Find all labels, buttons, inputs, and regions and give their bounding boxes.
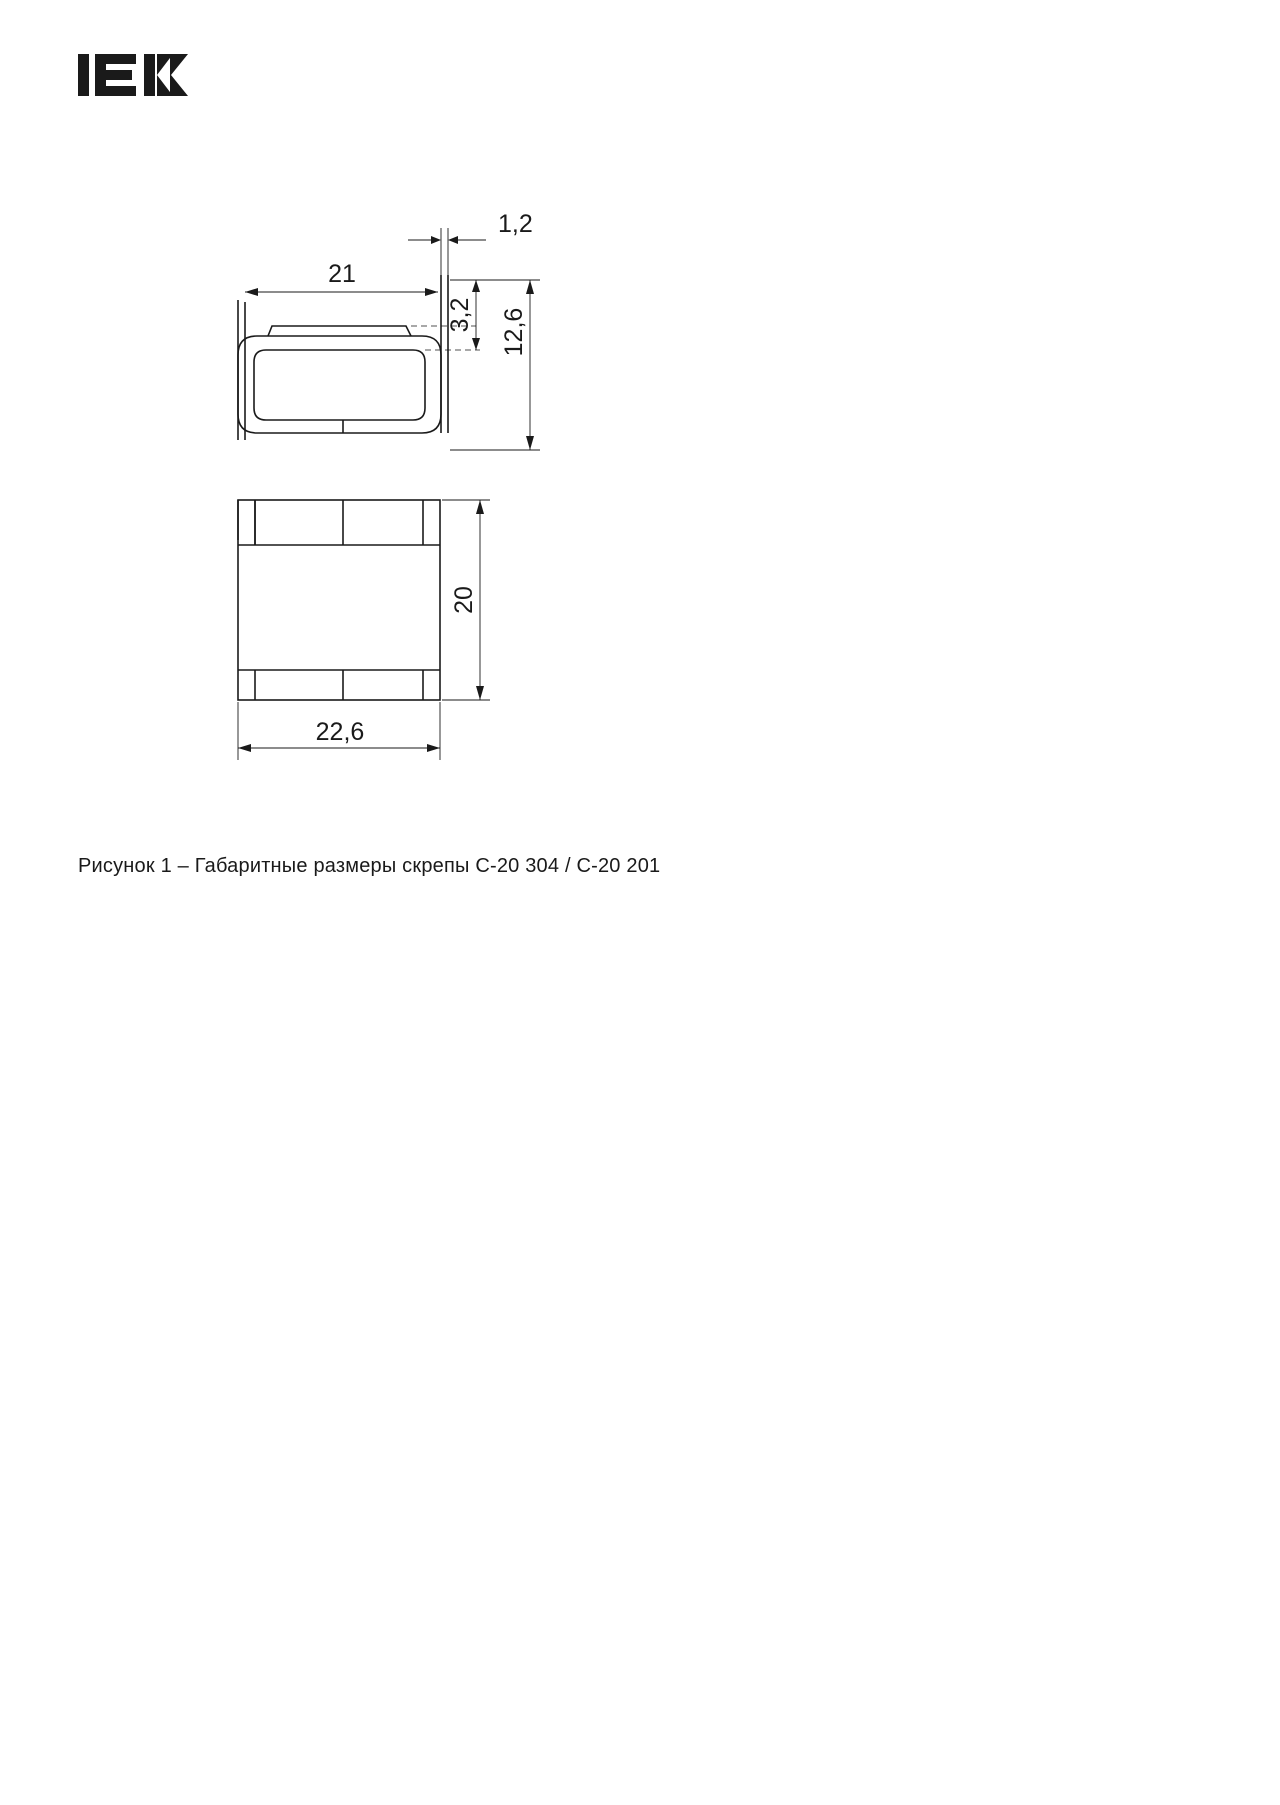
dimension-label-12-6: 12,6 — [500, 307, 528, 357]
dimension-label-1-2: 1,2 — [498, 210, 533, 238]
dimension-label-22-6: 22,6 — [315, 718, 365, 746]
iek-logo — [78, 44, 200, 106]
dimension-label-3-2: 3,2 — [446, 297, 474, 333]
figure-caption: Рисунок 1 – Габаритные размеры скрепы С-20 304 / С-20 201 — [78, 855, 661, 877]
dimension-label-21: 21 — [328, 260, 356, 288]
technical-drawing — [150, 180, 850, 800]
dimension-label-20: 20 — [450, 586, 478, 614]
